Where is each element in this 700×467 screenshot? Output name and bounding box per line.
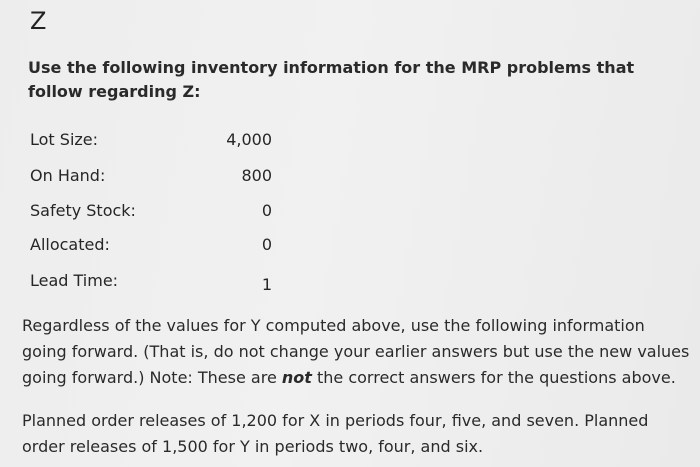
intro-text: Use the following inventory information for the MRP problems that follow regarding Z: — [28, 58, 635, 101]
inventory-row-lot-size — [30, 129, 280, 151]
lead-time-label: Lead Time: — [30, 271, 119, 290]
safety-stock-label: Safety Stock: — [30, 201, 136, 220]
allocated-value: 0 — [261, 235, 272, 254]
inventory-row-allocated — [30, 234, 280, 256]
lot-size-label: Lot Size: — [30, 130, 99, 149]
on-hand-value: 800 — [241, 166, 272, 185]
allocated-label: Allocated: — [30, 235, 110, 254]
planned-orders-paragraph: Planned order releases of 1,200 for X in periods four, five, and seven. Planned order releases of 1,500 for Y in periods two, four, and six. — [22, 411, 649, 456]
inventory-row-on-hand — [30, 165, 280, 187]
inventory-row-safety-stock — [30, 200, 280, 222]
on-hand-label: On Hand: — [30, 166, 106, 185]
safety-stock-value: 0 — [261, 201, 272, 220]
note-text-after: the correct answers for the questions above. — [311, 368, 676, 387]
heading: Z — [30, 7, 47, 35]
inventory-row-lead-time — [30, 270, 280, 292]
note-emphasis: not — [281, 368, 312, 387]
note-text-before: Regardless of the values for Y computed above, use the following information going forward. (That is, do not change your earlier answers but use the new values going forward.) Note: These are — [22, 316, 690, 387]
lead-time-value: 1 — [261, 275, 272, 294]
lot-size-value: 4,000 — [226, 130, 272, 149]
note-paragraph — [22, 313, 694, 391]
